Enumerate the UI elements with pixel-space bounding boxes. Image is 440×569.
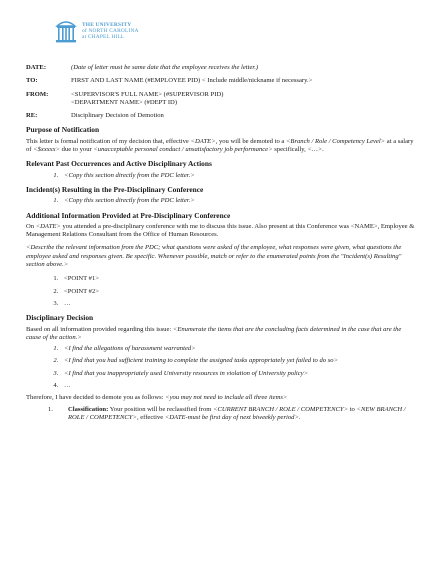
list-item: 4. … [60, 382, 416, 390]
purpose-text-6: <$xxxxx> [33, 146, 60, 154]
from-name: <SUPERVISOR'S FULL NAME> (#SUPERVISOR PID) [71, 90, 224, 98]
date-label: DATE: [26, 64, 47, 71]
incidents-heading: Incident(s) Resulting in the Pre-Disciplinary Conference [26, 184, 204, 194]
list-item: 1. <I find the allegations of harassment warranted> [60, 345, 416, 353]
purpose-text-2: <DATE> [190, 137, 216, 145]
from-row [26, 91, 416, 108]
re-row [26, 112, 416, 120]
from-label: FROM: [26, 90, 49, 98]
re-value: Disciplinary Decision of Demotion [71, 112, 164, 120]
logo-line-3: at CHAPEL HILL [82, 34, 125, 41]
decision-text-4: <you may not need to include all three items> [165, 394, 288, 402]
purpose-text-4: <Branch / Role / Competency Level> [285, 137, 386, 145]
list-item: 3. <I find that you inappropriately used University resources in violation of University policy> [60, 370, 416, 378]
past-list [26, 172, 416, 180]
classification-text-4: <NEW BRANCH / ROLE / COMPETENCY> [68, 405, 406, 421]
purpose-text-3: , you will be demoted to a [215, 137, 286, 145]
findings-list [26, 345, 416, 390]
purpose-text-7: due to your [60, 146, 94, 154]
purpose-paragraph [26, 138, 416, 155]
additional-paragraph-1 [26, 223, 416, 240]
list-item: 1. <Copy this section directly from the PDC letter.> [60, 197, 416, 205]
date-value: (Date of letter must be same date that the employee receives the letter.) [71, 64, 259, 71]
purpose-heading: Purpose of Notification [26, 125, 100, 135]
list-item: 1. <POINT #1> [60, 275, 416, 283]
classification-number: 1. [48, 405, 53, 413]
from-value [71, 91, 416, 108]
to-value: FIRST AND LAST NAME (#EMPLOYEE PID) < Include middle/nickname if necessary.> [71, 77, 313, 85]
logo-line-1: THE UNIVERSITY [82, 21, 132, 28]
additional-heading: Additional Information Provided at Pre-Disciplinary Conference [26, 210, 231, 220]
classification-text-1: Your position will be reclassified from [108, 405, 214, 413]
decision-text-1: Based on all information provided regarding this issue: [26, 325, 173, 333]
classification-label: Classification: [68, 405, 109, 413]
purpose-text-1: This letter is formal notification of my decision that, effective [26, 137, 191, 145]
additional-text-2: <DATE> [35, 222, 61, 230]
logo-line-2: of NORTH CAROLINA [82, 27, 139, 34]
list-item: 2. <I find that you had sufficient training to complete the assigned tasks appropriately yet failed to do so> [60, 357, 416, 365]
past-heading: Relevant Past Occurrences and Active Disciplinary Actions [26, 159, 212, 169]
incidents-list [26, 197, 416, 205]
decision-paragraph-1 [26, 326, 416, 343]
list-item: 1. <Copy this section directly from the PDC letter.> [60, 172, 416, 180]
classification-text-2: <CURRENT BRANCH / ROLE / COMPETENCY> [213, 405, 349, 413]
purpose-text-5: at a salary of [26, 137, 414, 154]
classification-text-6: <DATE-must be first day of next biweekly period> [164, 413, 299, 421]
additional-paragraph-2: <Describe the relevant information from the PDC; what questions were asked of the employee, what responses were given, what questions the employee asked and responses given. Be specific. Whenever possible, match or refer to the enumerated points from the "Incident(s) Resulting" section above.> [26, 244, 402, 269]
classification-text [68, 406, 416, 423]
re-label: RE: [26, 112, 38, 120]
classification-text-3: to [348, 405, 357, 413]
decision-paragraph-2 [26, 394, 416, 402]
university-logo [55, 18, 139, 44]
points-list [26, 275, 416, 308]
purpose-text-10: <…>. [307, 146, 324, 154]
classification-text-5: , effective [136, 413, 165, 421]
list-item: 3. … [60, 300, 416, 308]
decision-text-3: Therefore, I have decided to demote you as follows: [26, 394, 166, 402]
additional-text-1: On [26, 222, 36, 230]
decision-text-2: <Enumerate the items that are the concluding facts determined in the case that are the cause of the action.> [26, 325, 402, 341]
to-label: TO: [26, 77, 38, 85]
list-item: 2. <POINT #2> [60, 288, 416, 296]
from-department: <DEPARTMENT NAME> (#DEPT ID) [71, 98, 178, 106]
to-row [26, 77, 416, 85]
classification-item [48, 406, 416, 423]
old-well-icon [55, 18, 77, 44]
decision-heading: Disciplinary Decision [26, 313, 94, 323]
date-row [26, 64, 416, 72]
purpose-text-8: <unacceptable personal conduct / unsatisfactory job performance> [93, 146, 273, 154]
classification-text-7: . [298, 413, 301, 421]
purpose-text-9: specifically, [272, 146, 308, 154]
letter-body [26, 64, 416, 422]
additional-text-3: you attended a pre-disciplinary conference with me to discuss this issue. Also present at this Conference was <NAME>, Employee & Management Relations Consultant from the Office of Human Resources. [26, 222, 415, 239]
logo-wordmark [82, 22, 139, 41]
